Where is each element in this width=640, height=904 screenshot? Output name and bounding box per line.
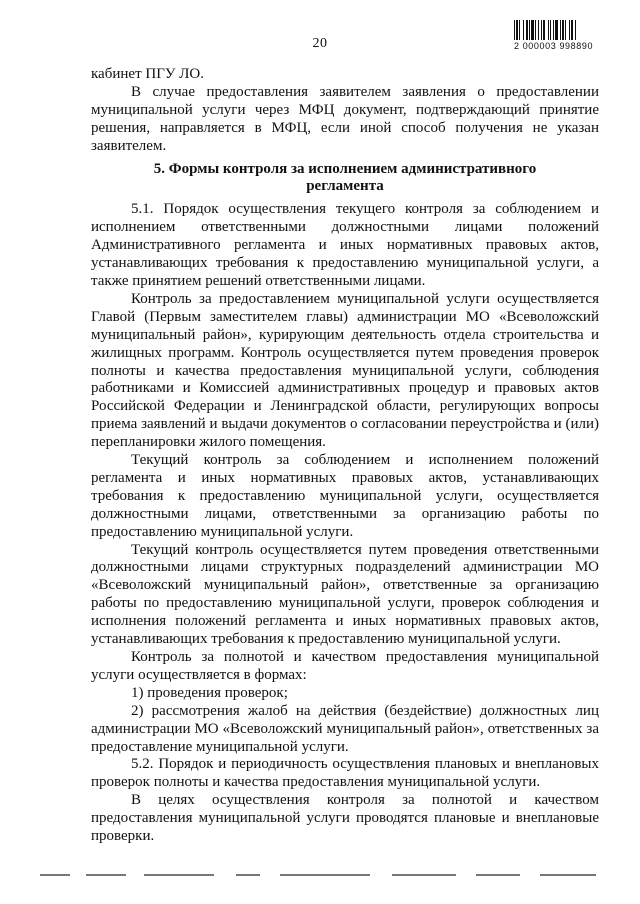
barcode-image (514, 20, 606, 40)
paragraph-5-1: 5.1. Порядок осуществления текущего контроля за соблюдением и исполнением ответственными должностными лицами положений Административного регламента и иных нормативных правовых актов, устанавливающих требования к предоставлению муниципальной услуги, а также принятием решений ответственными лицами. (91, 201, 599, 289)
paragraph-inspections: В целях осуществления контроля за полнотой и качеством предоставления муниципальной услуги проводятся плановые и внеплановые проверки. (91, 792, 599, 845)
barcode-number: 2 000003 998890 (514, 41, 594, 51)
paragraph-control-head: Контроль за предоставлением муниципальной услуги осуществляется Главой (Первым заместителем главы) администрации МО «Всеволожский муниципальный район», курирующим деятельность отдела строительства и жилищных программ. Контроль осуществляется путем проведения проверок полноты и качества предоставления муниципальной услуги, соблюдения работниками и Комиссией административных процедур и правовых актов Российской Федерации и Ленинградской области, регулирующих вопросы приема заявлений и выдачи документов о согласовании переустройства и (или) перепланировки жилого помещения. (91, 290, 599, 451)
paragraph-mfc: В случае предоставления заявителем заявления о предоставлении муниципальной услуги через МФЦ документ, подтверждающий принятие решения, направляется в МФЦ, если иной способ получения не указан заявителем. (91, 83, 599, 154)
section-heading-line2: регламента (306, 178, 384, 195)
paragraph-control-forms: Контроль за полнотой и качеством предоставления муниципальной услуги осуществляется в формах: (91, 649, 599, 683)
paragraph-current-control: Текущий контроль за соблюдением и исполнением положений регламента и иных нормативных правовых актов, устанавливающих требования к предоставлению муниципальной услуги, осуществляется должностными лицами, ответственными за организацию работы по предоставлению муниципальной услуги. (91, 452, 599, 540)
list-item-complaints: 2) рассмотрения жалоб на действия (бездействие) должностных лиц администрации МО «Всеволожский муниципальный район», ответственных за предоставление муниципальной услуги. (91, 702, 599, 755)
section-heading-line1: 5. Формы контроля за исполнением административного (153, 160, 537, 177)
barcode (514, 20, 606, 51)
paragraph-continuation: кабинет ПГУ ЛО. (91, 66, 204, 82)
paragraph-5-2: 5.2. Порядок и периодичность осуществления плановых и внеплановых проверок полноты и качества предоставления муниципальной услуги. (91, 756, 599, 791)
paragraph-current-control-method: Текущий контроль осуществляется путем проведения ответственными должностными лицами структурных подразделений администрации МО «Всеволожский муниципальный район», ответственные за организацию работы по предоставлению муниципальной услуги, проверок соблюдения и исполнения положений регламента и иных нормативных правовых актов, устанавливающих требования к предоставлению муниципальной услуги. (91, 541, 599, 648)
document-body (91, 66, 599, 846)
list-item-inspections: 1) проведения проверок; (131, 684, 288, 701)
footer-scan-marks (40, 874, 600, 878)
section-heading (91, 161, 599, 197)
page-number: 20 (312, 36, 328, 51)
